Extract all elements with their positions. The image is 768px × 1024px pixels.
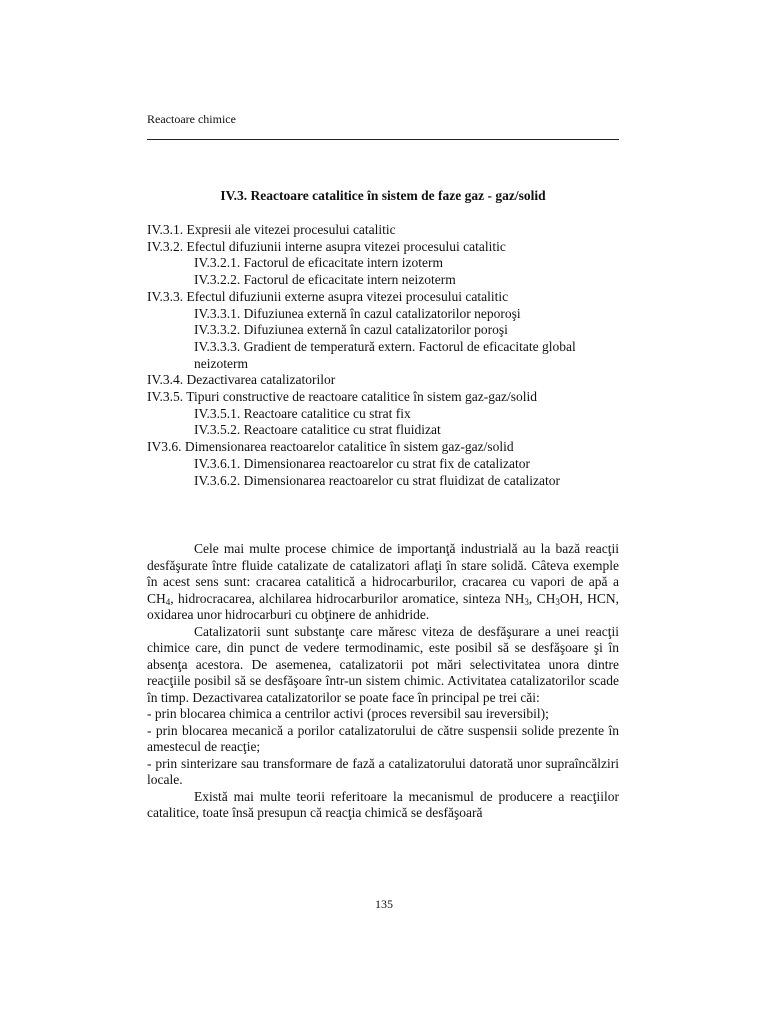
toc-subitem: IV.3.5.1. Reactoare catalitice cu strat fix [194,405,411,421]
toc-item: IV3.6. Dimensionarea reactoarelor catalitice în sistem gaz-gaz/solid [147,439,514,455]
toc-item: IV.3.5. Tipuri constructive de reactoare catalitice în sistem gaz-gaz/solid [147,389,538,405]
toc-subitem: IV.3.5.2. Reactoare catalitice cu strat fluidizat [194,422,441,438]
paragraph-intro: Cele mai multe procese chimice de importanţă industrială au la bază reacţii desfăşurate între fluide catalizate de catalizatori aflaţi în stare solidă. Câteva exemple în acest sens sunt: cracarea catalitică a hidrocarburilor, cracarea cu vapori de apă a $CH_4$, hidrocracarea, alchilarea hidrocarburilor aromatice, sinteza $NH_3$, $CH_3OH$, HCN, oxidarea unor hidrocarburi cu obţinere de anhidride. [147,541,619,622]
toc-subitem: IV.3.3.1. Difuziunea externă în cazul catalizatorilor neporoşi [194,305,521,321]
toc-subitem: IV.3.3.2. Difuziunea externă în cazul catalizatorilor poroşi [194,322,508,338]
toc-item: IV.3.4. Dezactivarea catalizatorilor [147,372,336,388]
paragraph-theories: Există mai multe teorii referitoare la mecanismul de producere a reacţiilor catalitice, toate însă presupun că reacţia chimică se desfăşoară [147,788,619,820]
toc-subitem: IV.3.3.3. Gradient de temperatură extern. Factorul de eficacitate global neizoterm [194,338,576,371]
toc-item: IV.3.3. Efectul difuziunii externe asupra vitezei procesului catalitic [147,288,509,304]
list-item: - prin sinterizare sau transformare de fază a catalizatorului datorată unor supraîncălziri locale. [147,755,619,787]
body-text [147,541,619,822]
toc-subitem: IV.3.6.2. Dimensionarea reactoarelor cu strat fluidizat de catalizator [194,472,560,488]
toc-item: IV.3.2. Efectul difuziunii interne asupra vitezei procesului catalitic [147,238,506,254]
paragraph-catalysts: Catalizatorii sunt substanţe care măresc viteza de desfăşurare a unei reacţii chimice care, din punct de vedere termodinamic, este posibil să se desfăşoare şi în absenţa acestora. De asemenea, catalizatorii pot mări selectivitatea unora dintre reacţiile posibil să se desfăşoare într-un sistem chimic. Activitatea catalizatorilor scade în timp. Dezactivarea catalizatorilor se poate face în principal pe trei căi: [147,623,619,705]
toc-subitem: IV.3.6.1. Dimensionarea reactoarelor cu strat fix de catalizator [194,455,530,471]
toc-subitem: IV.3.2.2. Factorul de eficacitate intern neizoterm [194,272,456,288]
page-number: 135 [375,897,393,911]
table-of-contents [147,222,619,489]
toc-item: IV.3.1. Expresii ale vitezei procesului catalitic [147,222,396,237]
running-header: Reactoare chimice [147,112,236,126]
section-title: IV.3. Reactoare catalitice în sistem de faze gaz - gaz/solid [220,188,546,203]
list-item: - prin blocarea mecanică a porilor catalizatorului de către suspensii solide prezente în amestecul de reacţie; [147,722,619,754]
toc-subitem: IV.3.2.1. Factorul de eficacitate intern izoterm [194,255,444,271]
list-item: - prin blocarea chimica a centrilor activi (proces reversibil sau ireversibil); [147,706,549,721]
header-divider [147,139,619,140]
